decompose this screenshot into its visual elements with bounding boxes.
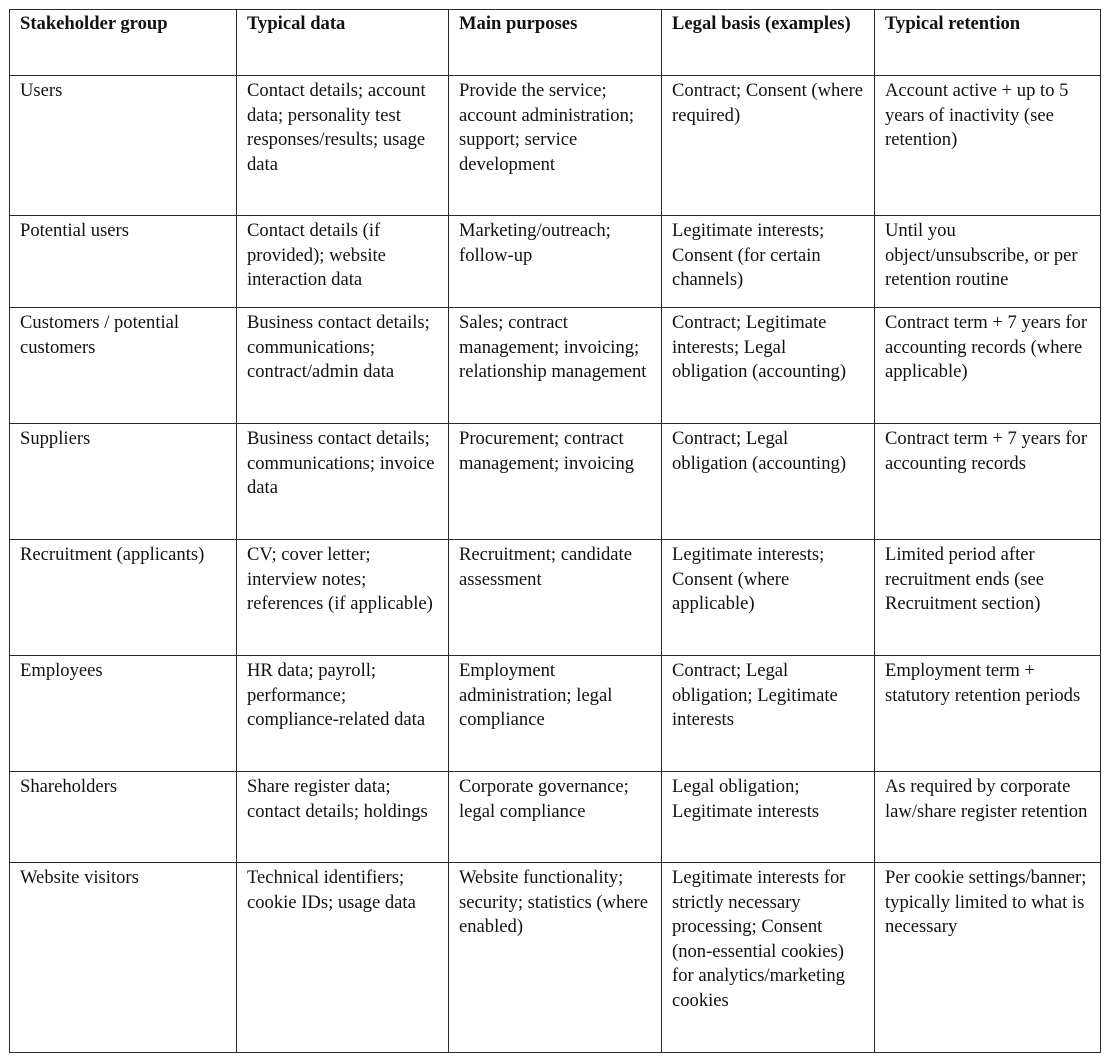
cell-typical-data: Technical identifiers; cookie IDs; usage data xyxy=(237,863,449,1053)
cell-typical-data: HR data; payroll; performance; compliance-related data xyxy=(237,656,449,772)
header-typical-data: Typical data xyxy=(237,10,449,76)
cell-stakeholder: Potential users xyxy=(10,216,237,308)
data-processing-table xyxy=(9,9,1101,1053)
cell-typical-data: Contact details; account data; personality test responses/results; usage data xyxy=(237,76,449,216)
cell-typical-data: Contact details (if provided); website interaction data xyxy=(237,216,449,308)
cell-stakeholder: Website visitors xyxy=(10,863,237,1053)
cell-main-purposes: Procurement; contract management; invoicing xyxy=(449,424,662,540)
cell-typical-data: Share register data; contact details; holdings xyxy=(237,772,449,863)
table-row xyxy=(10,216,1101,308)
cell-legal-basis: Legitimate interests; Consent (for certain channels) xyxy=(662,216,875,308)
cell-retention: Contract term + 7 years for accounting records (where applicable) xyxy=(875,308,1101,424)
table-row xyxy=(10,863,1101,1053)
table-header-row xyxy=(10,10,1101,76)
cell-retention: Account active + up to 5 years of inactivity (see retention) xyxy=(875,76,1101,216)
cell-retention: Until you object/unsubscribe, or per retention routine xyxy=(875,216,1101,308)
cell-retention: As required by corporate law/share register retention xyxy=(875,772,1101,863)
cell-typical-data: CV; cover letter; interview notes; references (if applicable) xyxy=(237,540,449,656)
cell-stakeholder: Recruitment (applicants) xyxy=(10,540,237,656)
cell-stakeholder: Customers / potential customers xyxy=(10,308,237,424)
cell-legal-basis: Contract; Consent (where required) xyxy=(662,76,875,216)
table-row xyxy=(10,540,1101,656)
cell-main-purposes: Sales; contract management; invoicing; relationship management xyxy=(449,308,662,424)
cell-main-purposes: Website functionality; security; statistics (where enabled) xyxy=(449,863,662,1053)
table-row xyxy=(10,424,1101,540)
header-stakeholder-group: Stakeholder group xyxy=(10,10,237,76)
table-row xyxy=(10,656,1101,772)
table-row xyxy=(10,76,1101,216)
cell-retention: Limited period after recruitment ends (see Recruitment section) xyxy=(875,540,1101,656)
cell-legal-basis: Contract; Legal obligation (accounting) xyxy=(662,424,875,540)
cell-legal-basis: Legitimate interests; Consent (where applicable) xyxy=(662,540,875,656)
cell-stakeholder: Employees xyxy=(10,656,237,772)
cell-retention: Contract term + 7 years for accounting records xyxy=(875,424,1101,540)
cell-legal-basis: Contract; Legitimate interests; Legal obligation (accounting) xyxy=(662,308,875,424)
table-row xyxy=(10,772,1101,863)
cell-typical-data: Business contact details; communications; contract/admin data xyxy=(237,308,449,424)
cell-stakeholder: Shareholders xyxy=(10,772,237,863)
cell-main-purposes: Employment administration; legal compliance xyxy=(449,656,662,772)
cell-stakeholder: Users xyxy=(10,76,237,216)
data-processing-table-container xyxy=(9,9,1101,1053)
cell-retention: Per cookie settings/banner; typically limited to what is necessary xyxy=(875,863,1101,1053)
header-legal-basis: Legal basis (examples) xyxy=(662,10,875,76)
header-main-purposes: Main purposes xyxy=(449,10,662,76)
cell-legal-basis: Legitimate interests for strictly necessary processing; Consent (non-essential cookies) for analytics/marketing cookies xyxy=(662,863,875,1053)
cell-legal-basis: Contract; Legal obligation; Legitimate interests xyxy=(662,656,875,772)
cell-main-purposes: Recruitment; candidate assessment xyxy=(449,540,662,656)
cell-stakeholder: Suppliers xyxy=(10,424,237,540)
cell-retention: Employment term + statutory retention periods xyxy=(875,656,1101,772)
table-row xyxy=(10,308,1101,424)
cell-main-purposes: Corporate governance; legal compliance xyxy=(449,772,662,863)
cell-main-purposes: Marketing/outreach; follow-up xyxy=(449,216,662,308)
header-typical-retention: Typical retention xyxy=(875,10,1101,76)
cell-main-purposes: Provide the service; account administration; support; service development xyxy=(449,76,662,216)
cell-legal-basis: Legal obligation; Legitimate interests xyxy=(662,772,875,863)
cell-typical-data: Business contact details; communications; invoice data xyxy=(237,424,449,540)
